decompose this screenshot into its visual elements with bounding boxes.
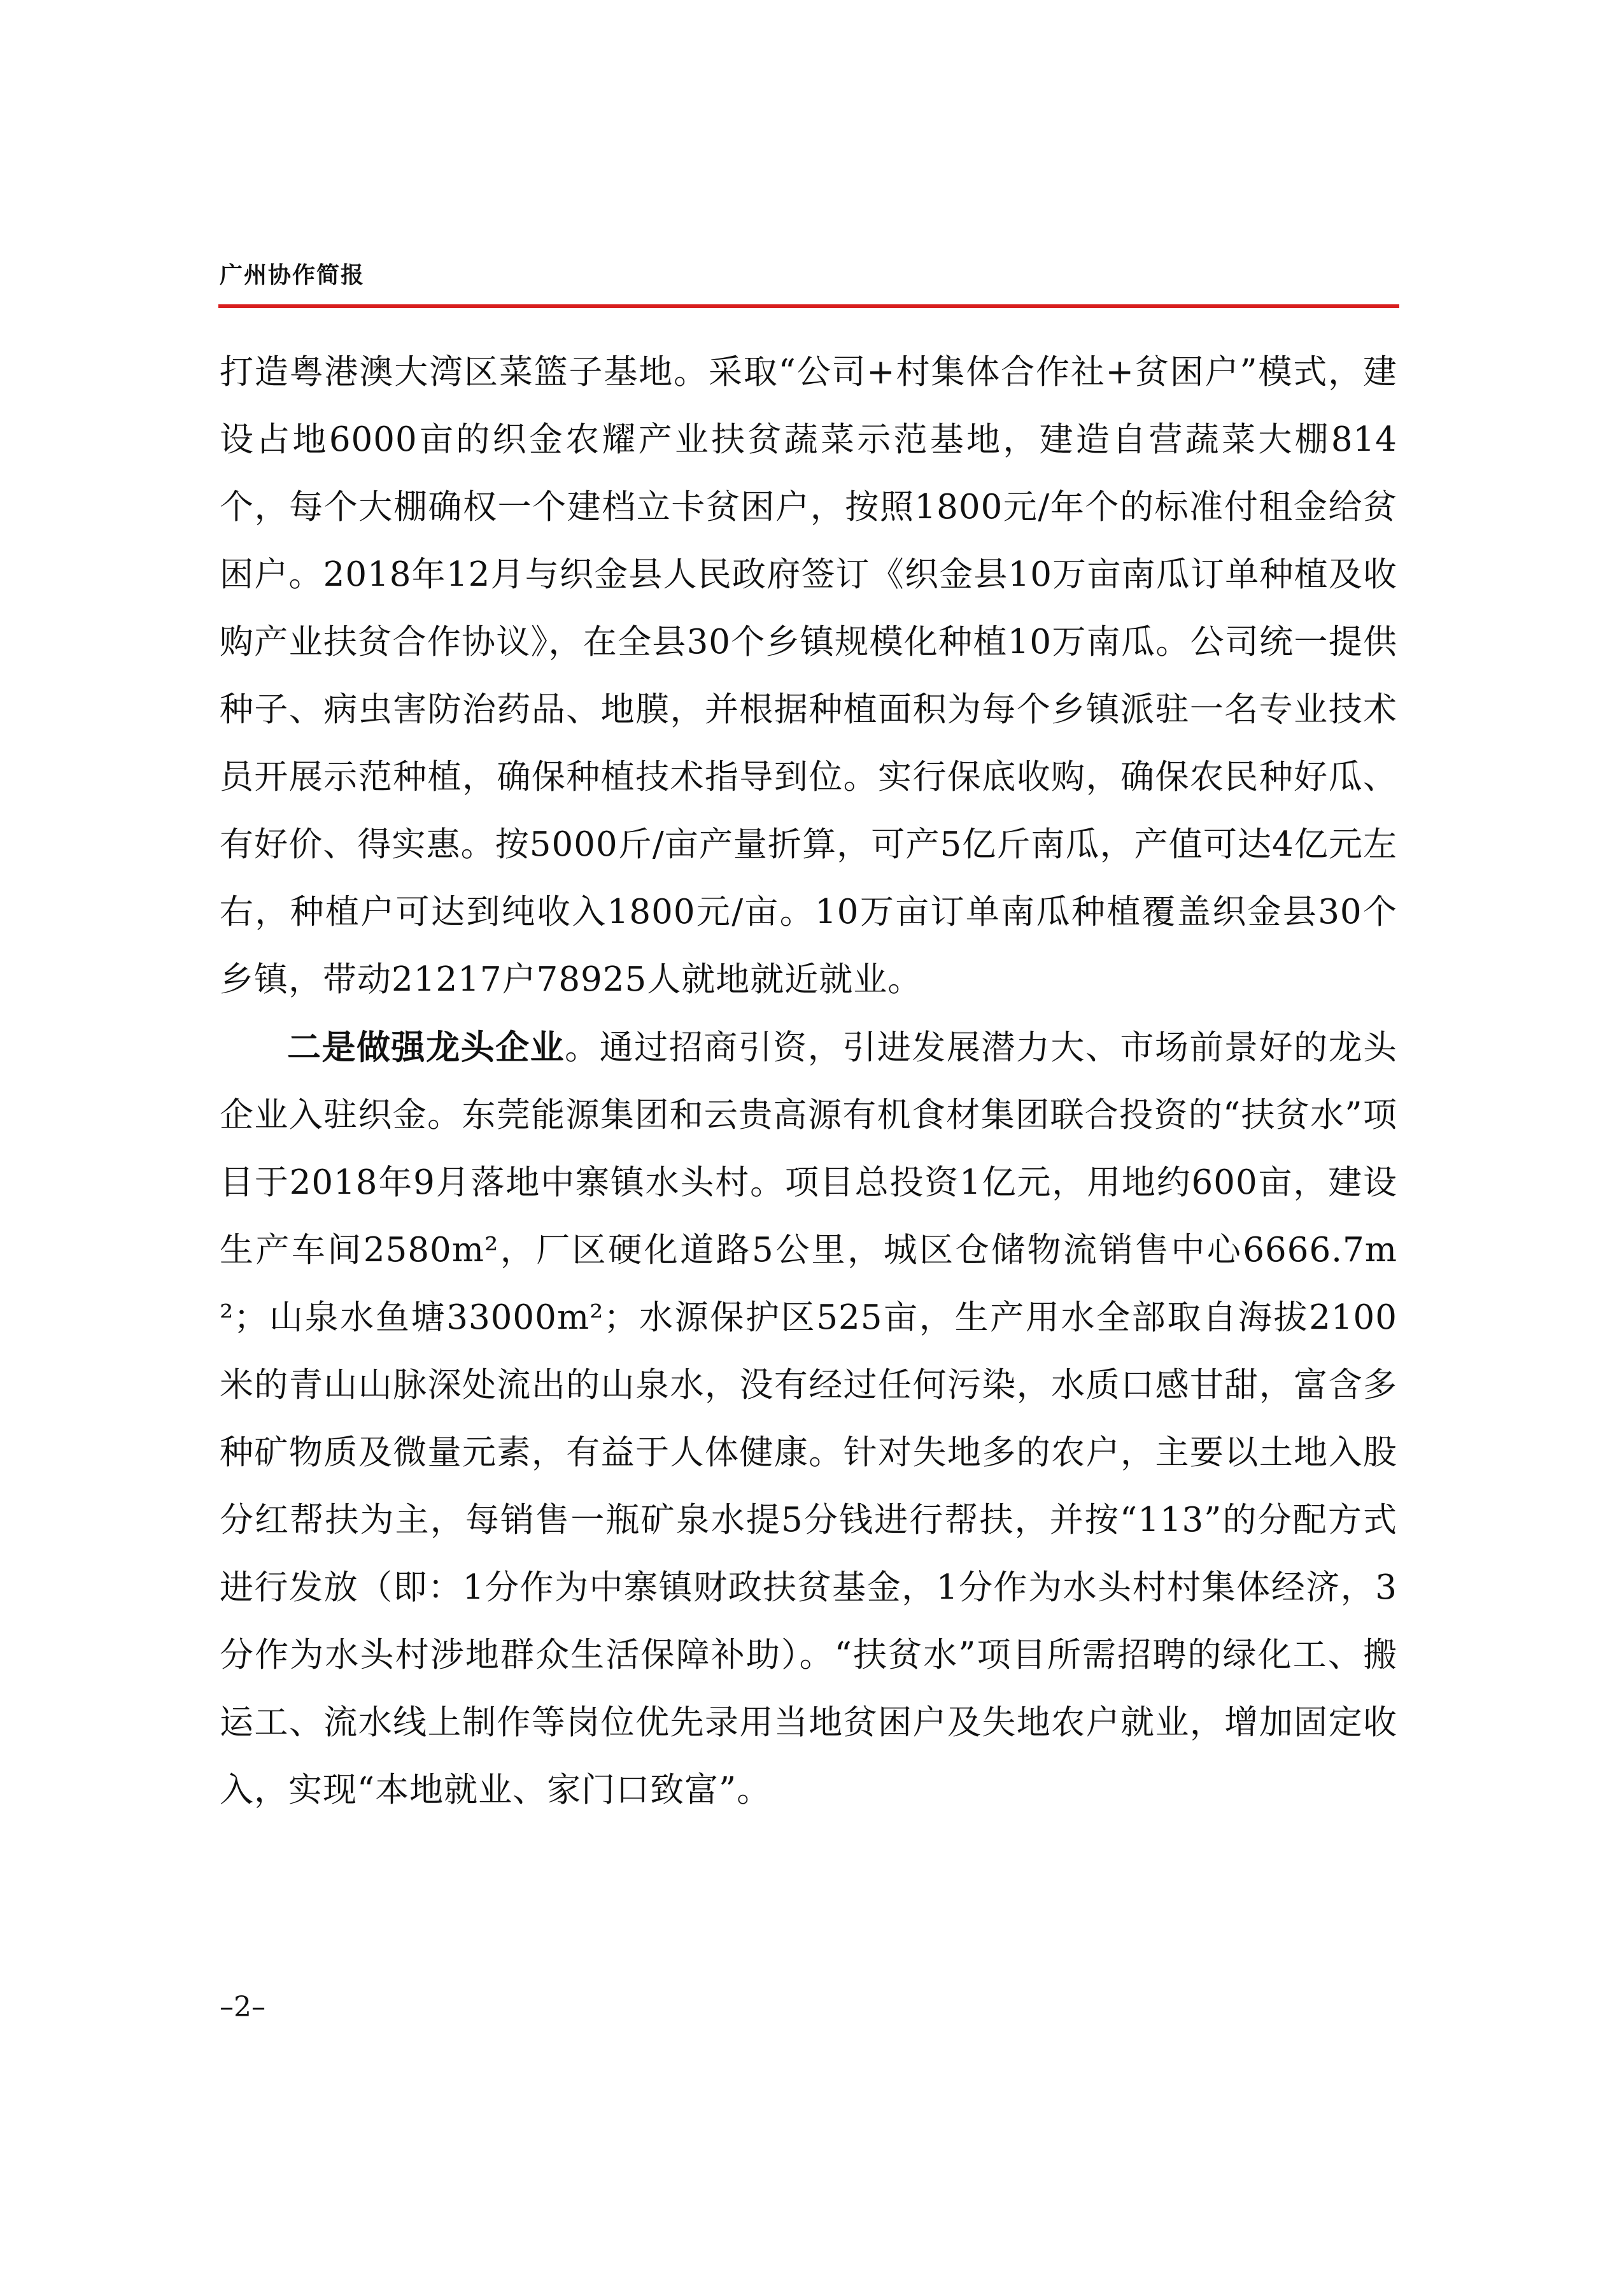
paragraph-lead-heading: 二是做强龙头企业 xyxy=(287,1028,565,1067)
paragraph-leading-enterprise xyxy=(220,1014,1397,1824)
paragraph-text: 。通过招商引资，引进发展潜力大、市场前景好的龙头企业入驻织金。东莞能源集团和云贵高源有机食材集团联合投资的“扶贫水”项目于2018年9月落地中寨镇水头村。项目总投资1亿元，用地约600亩，建设生产车间2580m²，厂区硬化道路5公里，城区仓储物流销售中心6666.7m²；山泉水鱼塘33000m²；水源保护区525亩，生产用水全部取自海拔2100米的青山山脉深处流出的山泉水，没有经过任何污染，水质口感甘甜，富含多种矿物质及微量元素，有益于人体健康。针对失地多的农户，主要以土地入股分红帮扶为主，每销售一瓶矿泉水提5分钱进行帮扶，并按“113”的分配方式进行发放（即：1分作为中寨镇财政扶贫基金，1分作为水头村村集体经济，3分作为水头村涉地群众生活保障补助）。“扶贫水”项目所需招聘的绿化工、搬运工、流水线上制作等岗位优先录用当地贫困户及失地农户就业，增加固定收入，实现“本地就业、家门口致富”。 xyxy=(220,1028,1398,1809)
paragraph-vegetable-base xyxy=(220,339,1397,1014)
page-number: –2– xyxy=(220,1991,265,2023)
publication-title: 广州协作简报 xyxy=(220,262,365,288)
article-body xyxy=(220,339,1397,1824)
header-divider xyxy=(218,304,1399,308)
paragraph-text: 打造粤港澳大湾区菜篮子基地。采取“公司+村集体合作社+贫困户”模式，建设占地6000亩的织金农耀产业扶贫蔬菜示范基地，建造自营蔬菜大棚814个，每个大棚确权一个建档立卡贫困户，按照1800元/年个的标准付租金给贫困户。2018年12月与织金县人民政府签订《织金县10万亩南瓜订单种植及收购产业扶贫合作协议》，在全县30个乡镇规模化种植10万南瓜。公司统一提供种子、病虫害防治药品、地膜，并根据种植面积为每个乡镇派驻一名专业技术员开展示范种植，确保种植技术指导到位。实行保底收购，确保农民种好瓜、有好价、得实惠。按5000斤/亩产量折算，可产5亿斤南瓜，产值可达4亿元左右，种植户可达到纯收入1800元/亩。10万亩订单南瓜种植覆盖织金县30个乡镇，带动21217户78925人就地就近就业。 xyxy=(220,353,1397,999)
